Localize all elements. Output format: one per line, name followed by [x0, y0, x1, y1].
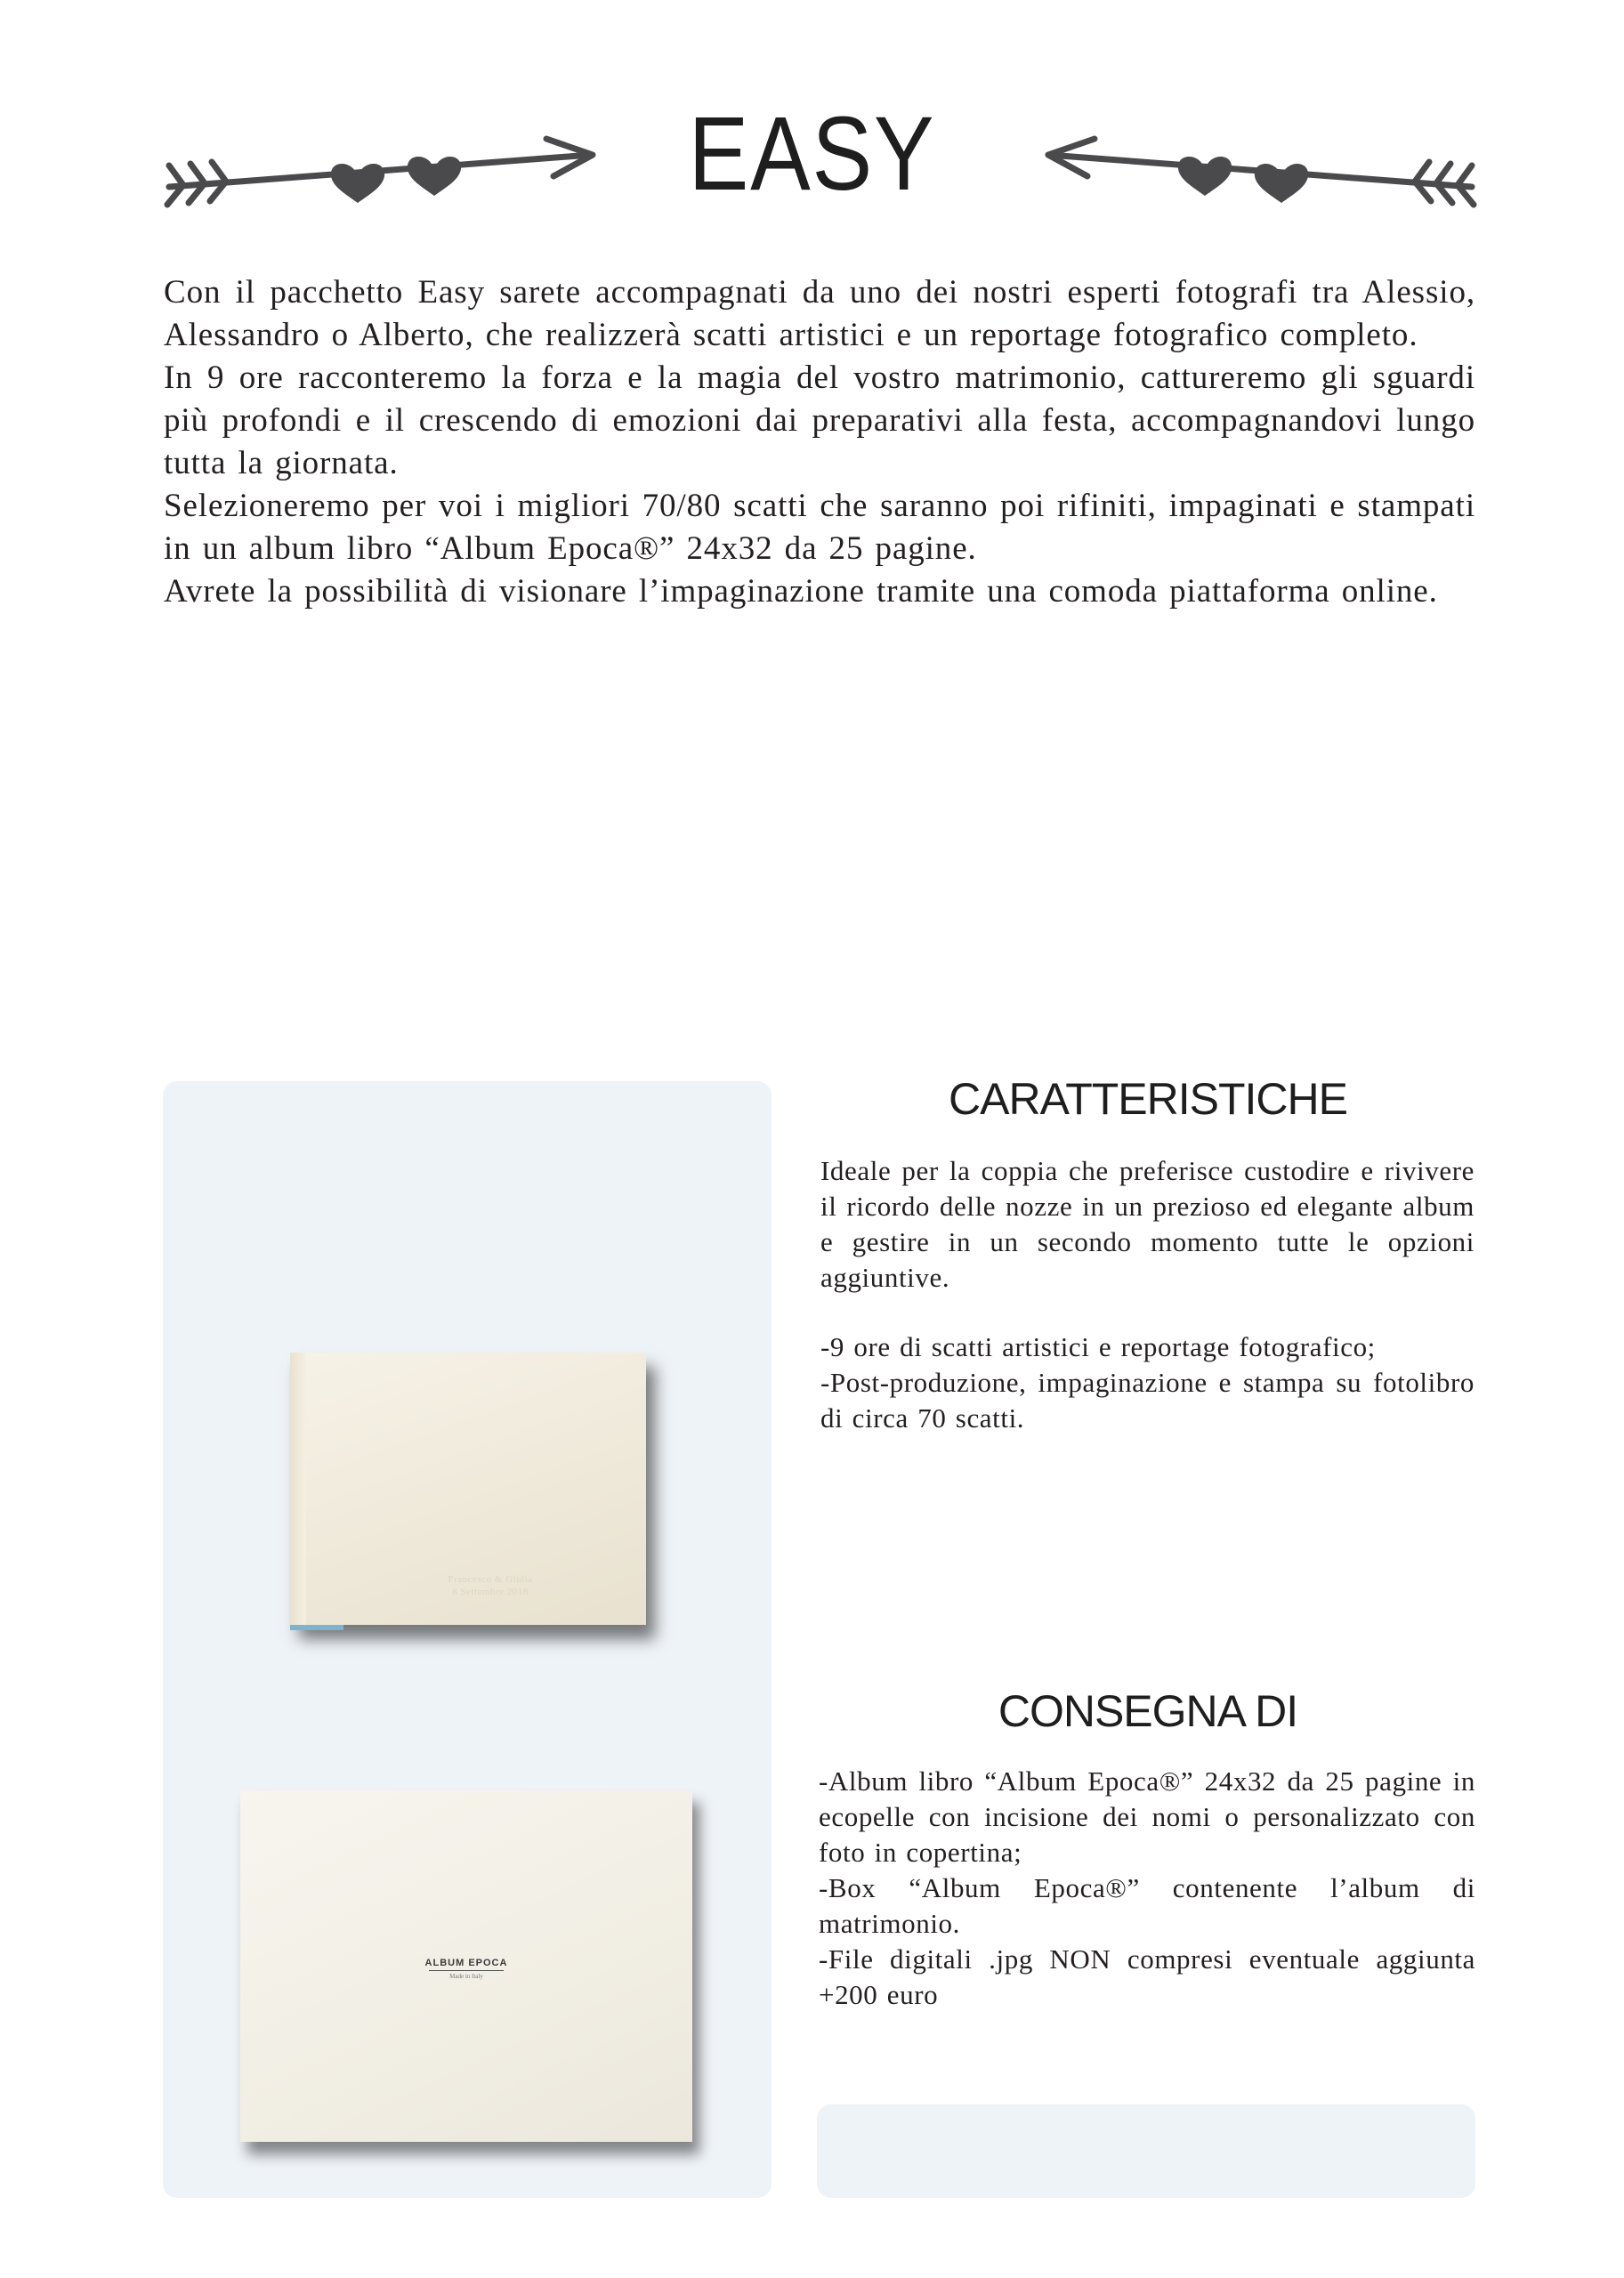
album-brand-divider [429, 1970, 504, 1971]
list-item: -File digitali .jpg NON compresi eventuale aggiunta +200 euro [819, 1943, 1475, 2010]
features-heading: CARATTERISTICHE [949, 1074, 1347, 1124]
album-box-image [240, 1790, 692, 2142]
album-edge [290, 1625, 343, 1630]
features-description-text: Ideale per la coppia che preferisce custodire e rivivere il ricordo delle nozze in un prezioso ed elegante album e gestire in un secondo momento tutte le opzioni aggiuntive. [820, 1155, 1475, 1293]
album-engraving-names: Francesco & Giulia [448, 1574, 533, 1585]
features-description [820, 1153, 1475, 1296]
list-item: -Album libro “Album Epoca®” 24x32 da 25 pagine in ecopelle con incisione dei nomi o personalizzato con foto in copertina; [819, 1765, 1475, 1868]
list-item: -9 ore di scatti artistici e reportage fotografico; [820, 1331, 1376, 1362]
intro-paragraph: Avrete la possibilità di visionare l’impaginazione tramite una comoda piattaforma online. [164, 573, 1438, 610]
intro-paragraph: In 9 ore racconteremo la forza e la magia del vostro matrimonio, cattureremo gli sguardi più profondi e il crescendo di emozioni dai preparativi alla festa, accompagnandovi lungo tutta la giornata. [164, 359, 1475, 481]
intro-text [164, 271, 1475, 613]
page-title: EASY [688, 95, 936, 213]
album-brand-subtitle: Made in Italy [449, 1973, 483, 1980]
album-brand-logo: ALBUM EPOCA [424, 1958, 508, 1968]
arrow-with-hearts-left-icon [1041, 133, 1477, 214]
album-spine [290, 1353, 306, 1625]
features-list [820, 1329, 1475, 1436]
list-item: -Box “Album Epoca®” contenente l’album di matrimonio. [819, 1872, 1475, 1939]
arrow-with-hearts-right-icon [164, 133, 600, 214]
delivery-list [819, 1764, 1475, 2013]
album-cover-engraved-image [290, 1353, 646, 1625]
delivery-heading: CONSEGNA DI [998, 1686, 1298, 1736]
intro-paragraph: Con il pacchetto Easy sarete accompagnati da uno dei nostri esperti fotografi tra Alessio, Alessandro o Alberto, che realizzerà scatti artistici e un reportage fotografico completo. [164, 274, 1475, 353]
bottom-panel [817, 2104, 1475, 2198]
list-item: -Post-produzione, impaginazione e stampa su fotolibro di circa 70 scatti. [820, 1367, 1475, 1434]
album-engraving-date: 8 Settembre 2018 [452, 1587, 529, 1597]
album-engraving [424, 1573, 557, 1598]
intro-paragraph: Selezioneremo per voi i migliori 70/80 scatti che saranno poi rifiniti, impaginati e stampati in un album libro “Album Epoca®” 24x32 da 25 pagine. [164, 488, 1475, 567]
